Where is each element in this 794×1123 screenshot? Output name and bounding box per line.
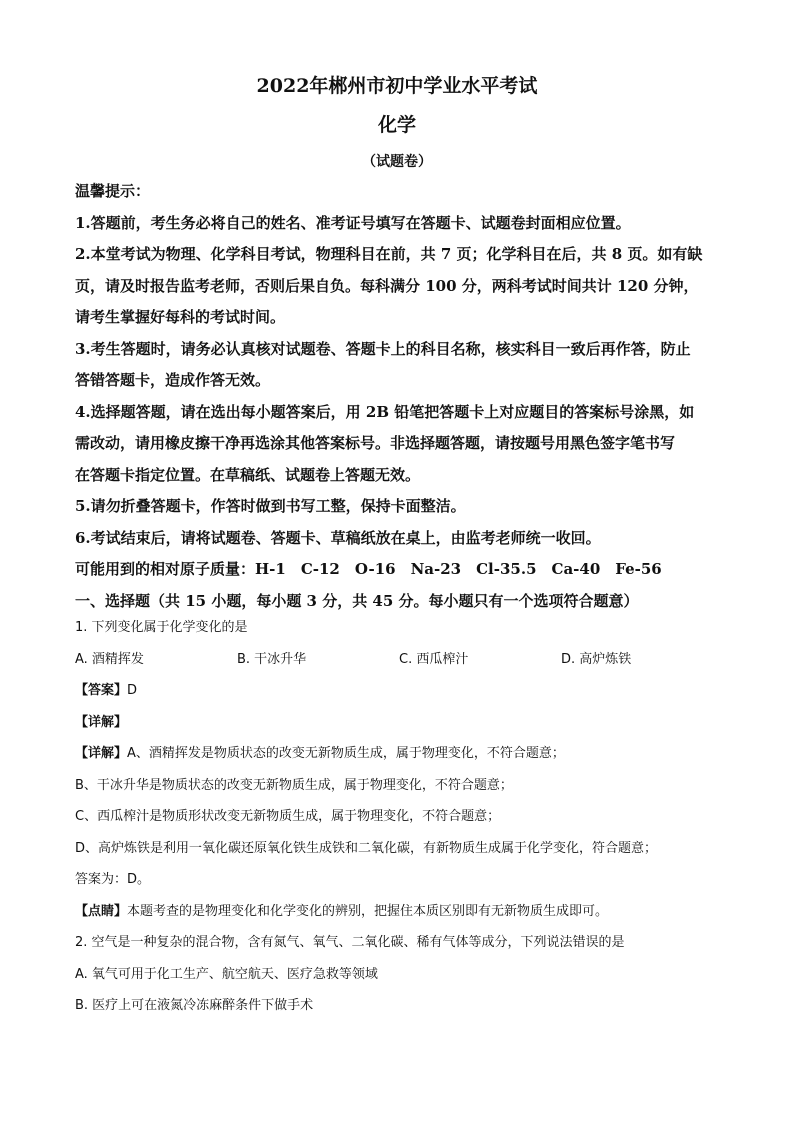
option-d: D. 高炉炼铁 bbox=[561, 651, 632, 667]
instruction-line: 3.考生答题时，请务必认真核对试题卷、答题卡上的科目名称，核实科目一致后再作答，防止 bbox=[75, 339, 691, 358]
answer-tag: 【答案】 bbox=[75, 683, 128, 698]
instructions-heading: 温馨提示： bbox=[75, 182, 151, 200]
answer-line bbox=[75, 675, 725, 707]
questions-block bbox=[75, 612, 725, 1022]
detail-text: A、酒精挥发是物质状态的改变无新物质生成，属于物理变化，不符合题意； bbox=[127, 746, 565, 761]
question-2-option-a: A. 氧气可用于化工生产、航空航天、医疗急救等领域 bbox=[75, 966, 378, 982]
instructions-block bbox=[75, 176, 725, 617]
instruction-line: 2.本堂考试为物理、化学科目考试，物理科目在前，共 7 页；化学科目在后，共 8 页。如有缺 bbox=[75, 245, 703, 263]
instruction-line: 在答题卡指定位置。在草稿纸、试题卷上答题无效。 bbox=[75, 465, 421, 484]
subject-title: 化学 bbox=[377, 114, 416, 136]
detail-line: 答案为：D。 bbox=[75, 872, 151, 887]
section-heading: 一、选择题（共 15 小题，每小题 3 分，共 45 分。每小题只有一个选项符合题意） bbox=[75, 591, 639, 610]
detail-line: B、干冰升华是物质状态的改变无新物质生成，属于物理变化，不符合题意； bbox=[75, 777, 513, 793]
comment-tag: 【点睛】 bbox=[75, 903, 128, 919]
instruction-line: 5.请勿折叠答题卡，作答时做到书写工整，保持卡面整洁。 bbox=[75, 497, 466, 515]
comment-text: 本题考查的是物理变化和化学变化的辨别，把握住本质区别即有无新物质生成即可。 bbox=[127, 903, 609, 919]
answer-value: D bbox=[127, 683, 138, 698]
instruction-line: 答错答题卡，造成作答无效。 bbox=[75, 371, 271, 389]
comment-line bbox=[75, 896, 725, 928]
detail-line bbox=[75, 738, 725, 770]
instruction-line: 6.考试结束后，请将试题卷、答题卡、草稿纸放在桌上，由监考老师统一收回。 bbox=[75, 528, 601, 547]
instruction-line: 需改动，请用橡皮擦干净再选涂其他答案标号。非选择题答题，请按题号用黑色签字笔书写 bbox=[75, 434, 676, 452]
instruction-line: 4.选择题答题，请在选出每小题答案后，用 2B 铅笔把答题卡上对应题目的答案标号涂黑，如 bbox=[75, 402, 695, 421]
question-1-stem: 1. 下列变化属于化学变化的是 bbox=[75, 620, 248, 635]
detail-tag: 【详解】 bbox=[75, 746, 128, 761]
atomic-masses: 可能用到的相对原子质量：H-1 C-12 O-16 Na-23 Cl-35.5 Ca-40 Fe-56 bbox=[75, 560, 662, 578]
instruction-line: 页，请及时报告监考老师，否则后果自负。每科满分 100 分，两科考试时间共计 120 分钟， bbox=[75, 276, 699, 295]
question-2-stem: 2. 空气是一种复杂的混合物，含有氮气、氧气、二氧化碳、稀有气体等成分，下列说法错误的是 bbox=[75, 935, 625, 950]
question-1-options bbox=[75, 644, 725, 676]
instruction-line: 请考生掌握好每科的考试时间。 bbox=[75, 308, 286, 326]
detail-heading: 【详解】 bbox=[75, 714, 128, 730]
paper-label: （试题卷） bbox=[362, 154, 432, 170]
option-a: A. 酒精挥发 bbox=[75, 651, 144, 667]
exam-title: 2022年郴州市初中学业水平考试 bbox=[256, 75, 538, 97]
detail-line: D、高炉炼铁是利用一氧化碳还原氧化铁生成铁和二氧化碳，有新物质生成属于化学变化，符合题意； bbox=[75, 840, 658, 856]
option-c: C. 西瓜榨汁 bbox=[399, 651, 469, 667]
question-2-option-b: B. 医疗上可在液氮冷冻麻醉条件下做手术 bbox=[75, 998, 314, 1013]
option-b: B. 干冰升华 bbox=[237, 651, 307, 667]
instruction-line: 1.答题前，考生务必将自己的姓名、准考证号填写在答题卡、试题卷封面相应位置。 bbox=[75, 213, 631, 232]
detail-line: C、西瓜榨汁是物质形状改变无新物质生成，属于物理变化，不符合题意； bbox=[75, 809, 501, 824]
